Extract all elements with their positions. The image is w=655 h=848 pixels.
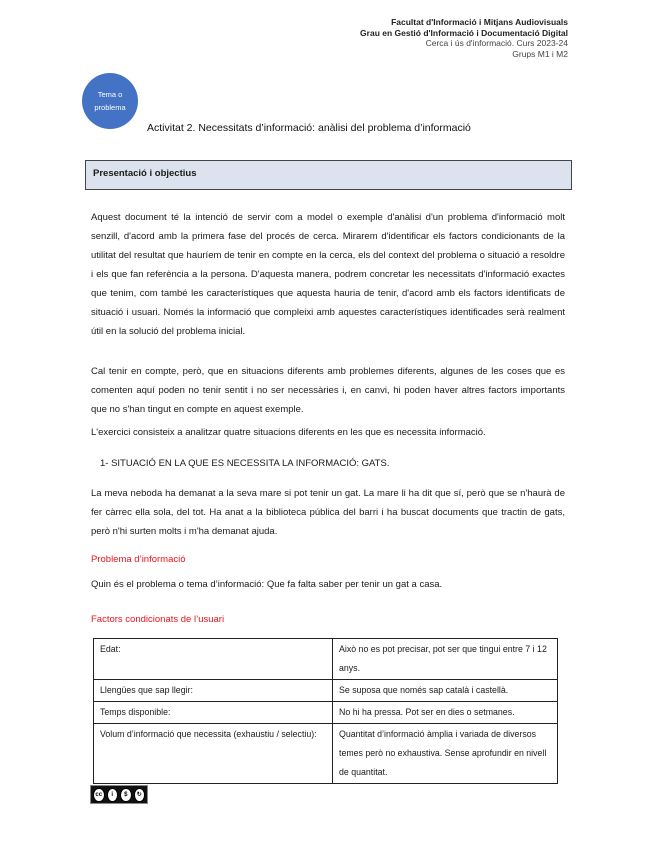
- note-paragraph: Cal tenir en compte, però, que en situacions diferents amb problemes diferents, algunes de les coses que es comenten aquí poden no tenir sentit i no ser necessàries i, en canvi, hi poden haver altres factors importants que no s'han tingut en compte en aquest exemple.: [91, 366, 565, 415]
- document-title: Activitat 2. Necessitats d’informació: anàlisi del problema d’informació: [147, 122, 471, 134]
- problem-heading: Problema d’informació: [91, 554, 186, 565]
- table-row: [94, 680, 558, 702]
- intro-paragraph: Aquest document té la intenció de servir com a model o exemple d'anàlisi d'un problema d'informació molt senzill, d'acord amb la primera fase del procés de cerca. Mirarem d'identificar els factors condicionants de la utilitat del resultat que hauríem de tenir en compte en la cerca, els del context del problema o situació a resoldre i els que fan referència a la persona. D'aquesta manera, podrem concretar les necessitats d'informació exactes que tenim, com també les característiques que aquesta hauria de tenir, d'acord amb els factors identificats de situació i usuari. Només la informació que compleixi amb aquestes característiques identificades serà realment útil en la solució del problema inicial.: [91, 212, 565, 337]
- header-course: Cerca i ús d'informació. Curs 2023-24: [425, 38, 568, 48]
- header-degree: Grau en Gestió d'Informació i Documentació Digital: [360, 27, 568, 38]
- header-faculty: Facultat d'Informació i Mitjans Audiovisuals: [391, 17, 568, 27]
- topic-badge: [82, 73, 138, 129]
- factor-label: Llengües que sap llegir:: [94, 680, 333, 702]
- sharealike-icon: ↻: [134, 788, 146, 802]
- header-groups: Grups M1 i M2: [512, 48, 568, 59]
- situation-text: La meva neboda ha demanat a la seva mare si pot tenir un gat. La mare li ha dit que sí, però que se n'haurà de fer càrrec ella sola, del tot. Ha anat a la biblioteca pública del barri i ha buscat documents que tractin de gats, però n'hi surten molts i m'ha demanat ajuda.: [91, 488, 565, 537]
- section-title: Presentació i objectius: [93, 168, 197, 179]
- factor-value: Se suposa que només sap català i castellà.: [333, 680, 558, 702]
- factor-value: Quantitat d’informació àmplia i variada de diversos temes però no exhaustiva. Sense aprofundir en nivell de quantitat.: [333, 724, 558, 784]
- table-row: [94, 724, 558, 784]
- badge-line2: problema: [94, 103, 126, 112]
- creative-commons-license-badge: [90, 785, 148, 804]
- factor-label: Temps disponible:: [94, 702, 333, 724]
- table-row: [94, 639, 558, 680]
- document-header: [360, 17, 568, 59]
- noncommercial-icon: $: [120, 788, 132, 802]
- factor-value: Això no es pot precisar, pot ser que tingui entre 7 i 12 anys.: [333, 639, 558, 680]
- exercise-paragraph: L'exercici consisteix a analitzar quatre situacions diferents en les que es necessita informació.: [91, 427, 486, 438]
- section-header-box: [85, 160, 572, 190]
- badge-line1: Tema o: [97, 90, 123, 99]
- table-row: [94, 702, 558, 724]
- cc-icon: cc: [93, 788, 105, 802]
- attribution-icon: i: [107, 788, 119, 802]
- factor-value: No hi ha pressa. Pot ser en dies o setmanes.: [333, 702, 558, 724]
- problem-text: Quin és el problema o tema d’informació: Que fa falta saber per tenir un gat a casa.: [91, 579, 443, 590]
- user-factors-table: [93, 638, 558, 784]
- factor-label: Volum d’informació que necessita (exhaustiu / selectiu):: [94, 724, 333, 784]
- factor-label: Edat:: [94, 639, 333, 680]
- situation-heading: 1- SITUACIÓ EN LA QUE ES NECESSITA LA INFORMACIÓ: GATS.: [100, 458, 390, 469]
- factors-heading: Factors condicionats de l’usuari: [91, 614, 225, 625]
